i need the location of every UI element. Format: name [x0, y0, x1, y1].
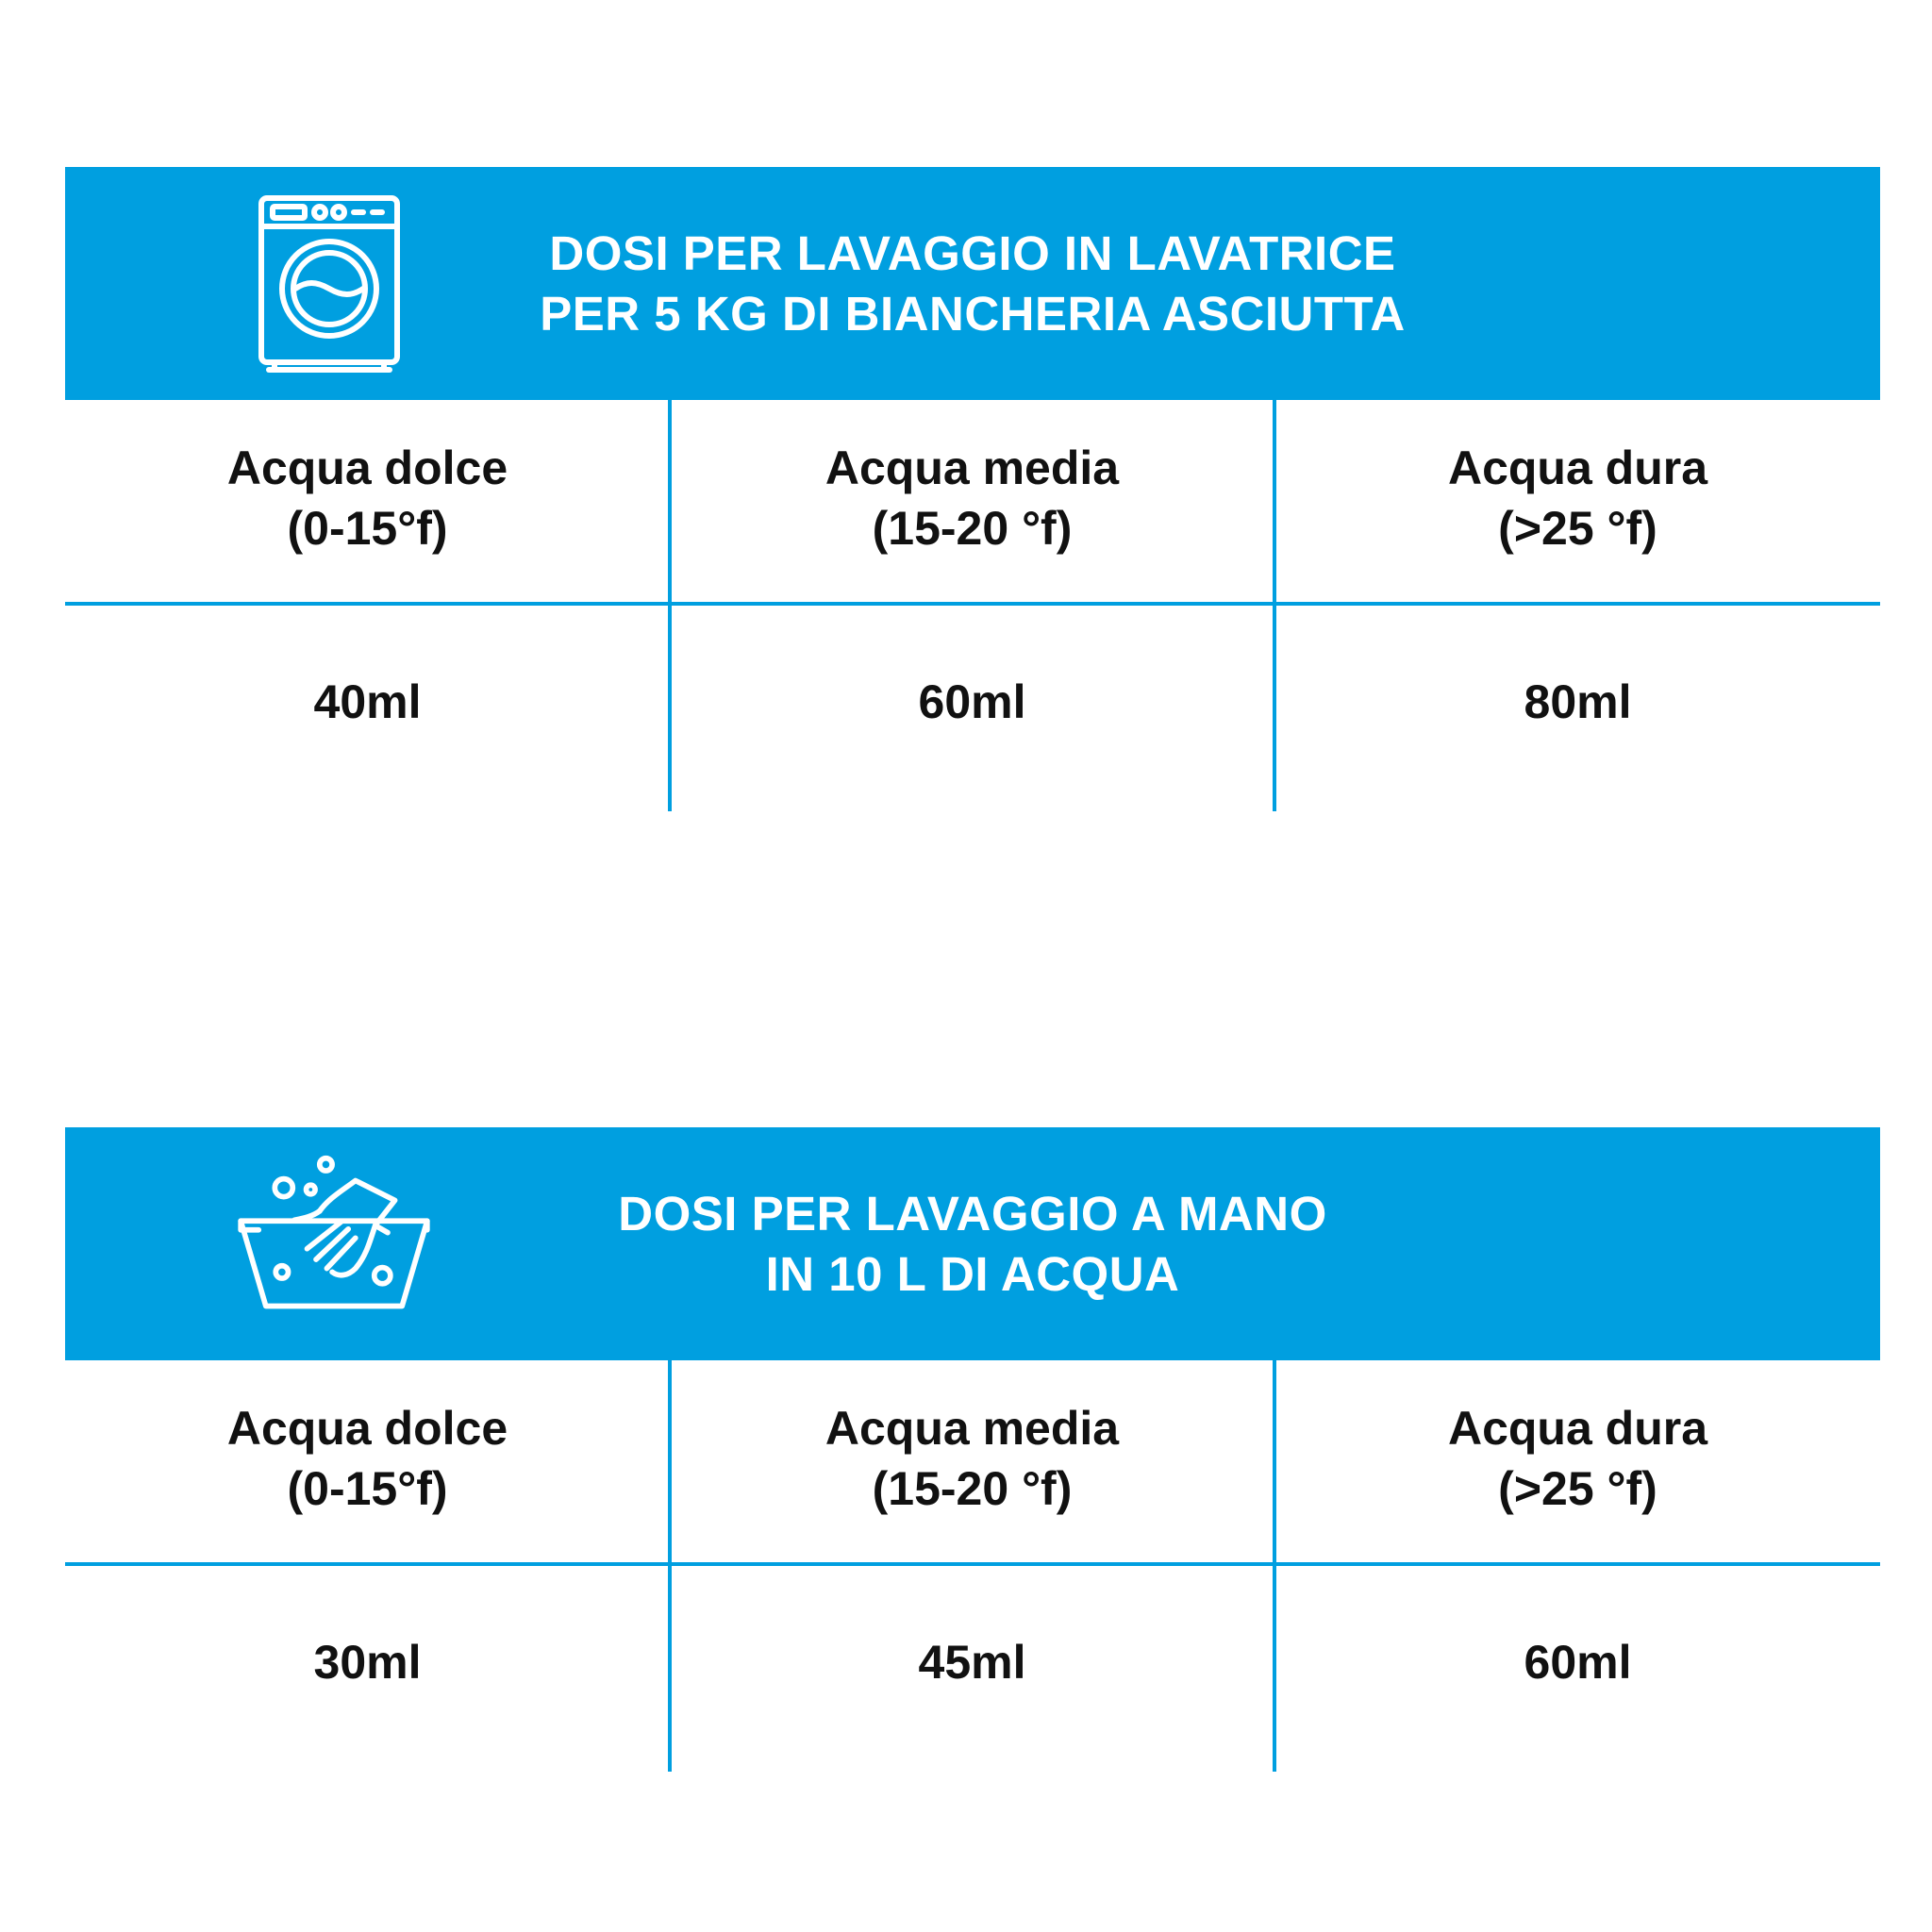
machine-wash-header: [65, 167, 1880, 400]
water-type-name: Acqua dolce: [226, 1402, 508, 1455]
water-type-range: (15-20 °f): [872, 1462, 1073, 1515]
water-type-name: Acqua dolce: [226, 441, 508, 494]
machine-wash-table: [65, 400, 1880, 811]
hand-wash-icon: [230, 1154, 438, 1333]
hand-wash-title: [618, 1184, 1327, 1305]
row-divider: [65, 602, 1880, 606]
water-type-range: (>25 °f): [1498, 1462, 1657, 1515]
dose-soft: 30ml: [313, 1636, 422, 1689]
dose-hard: 60ml: [1524, 1636, 1632, 1689]
water-type-name: Acqua dura: [1447, 441, 1708, 494]
water-type-medium: [670, 1398, 1274, 1519]
washing-machine-icon: [254, 191, 405, 379]
water-type-name: Acqua media: [824, 441, 1120, 494]
water-type-hard: [1275, 1398, 1880, 1519]
water-type-medium: [670, 438, 1274, 558]
dose-soft: 40ml: [313, 675, 422, 728]
water-type-range: (15-20 °f): [872, 502, 1073, 555]
row-divider: [65, 1562, 1880, 1566]
dose-medium: 45ml: [918, 1636, 1026, 1689]
water-type-name: Acqua dura: [1447, 1402, 1708, 1455]
hand-wash-section: [65, 1127, 1880, 1772]
water-type-range: (0-15°f): [287, 502, 448, 555]
water-type-name: Acqua media: [824, 1402, 1120, 1455]
hand-wash-title-line2: IN 10 L DI ACQUA: [765, 1246, 1180, 1301]
water-type-soft: [65, 438, 670, 558]
water-type-soft: [65, 1398, 670, 1519]
machine-wash-title-line1: DOSI PER LAVAGGIO IN LAVATRICE: [549, 225, 1396, 280]
hand-wash-table: [65, 1360, 1880, 1772]
water-type-range: (>25 °f): [1498, 502, 1657, 555]
hand-wash-title-line1: DOSI PER LAVAGGIO A MANO: [618, 1186, 1327, 1241]
machine-wash-title-line2: PER 5 KG DI BIANCHERIA ASCIUTTA: [540, 286, 1406, 341]
hand-wash-header: [65, 1127, 1880, 1360]
water-type-hard: [1275, 438, 1880, 558]
machine-wash-title: [540, 224, 1406, 344]
water-type-range: (0-15°f): [287, 1462, 448, 1515]
machine-wash-section: [65, 167, 1880, 811]
dose-hard: 80ml: [1524, 675, 1632, 728]
dose-medium: 60ml: [918, 675, 1026, 728]
